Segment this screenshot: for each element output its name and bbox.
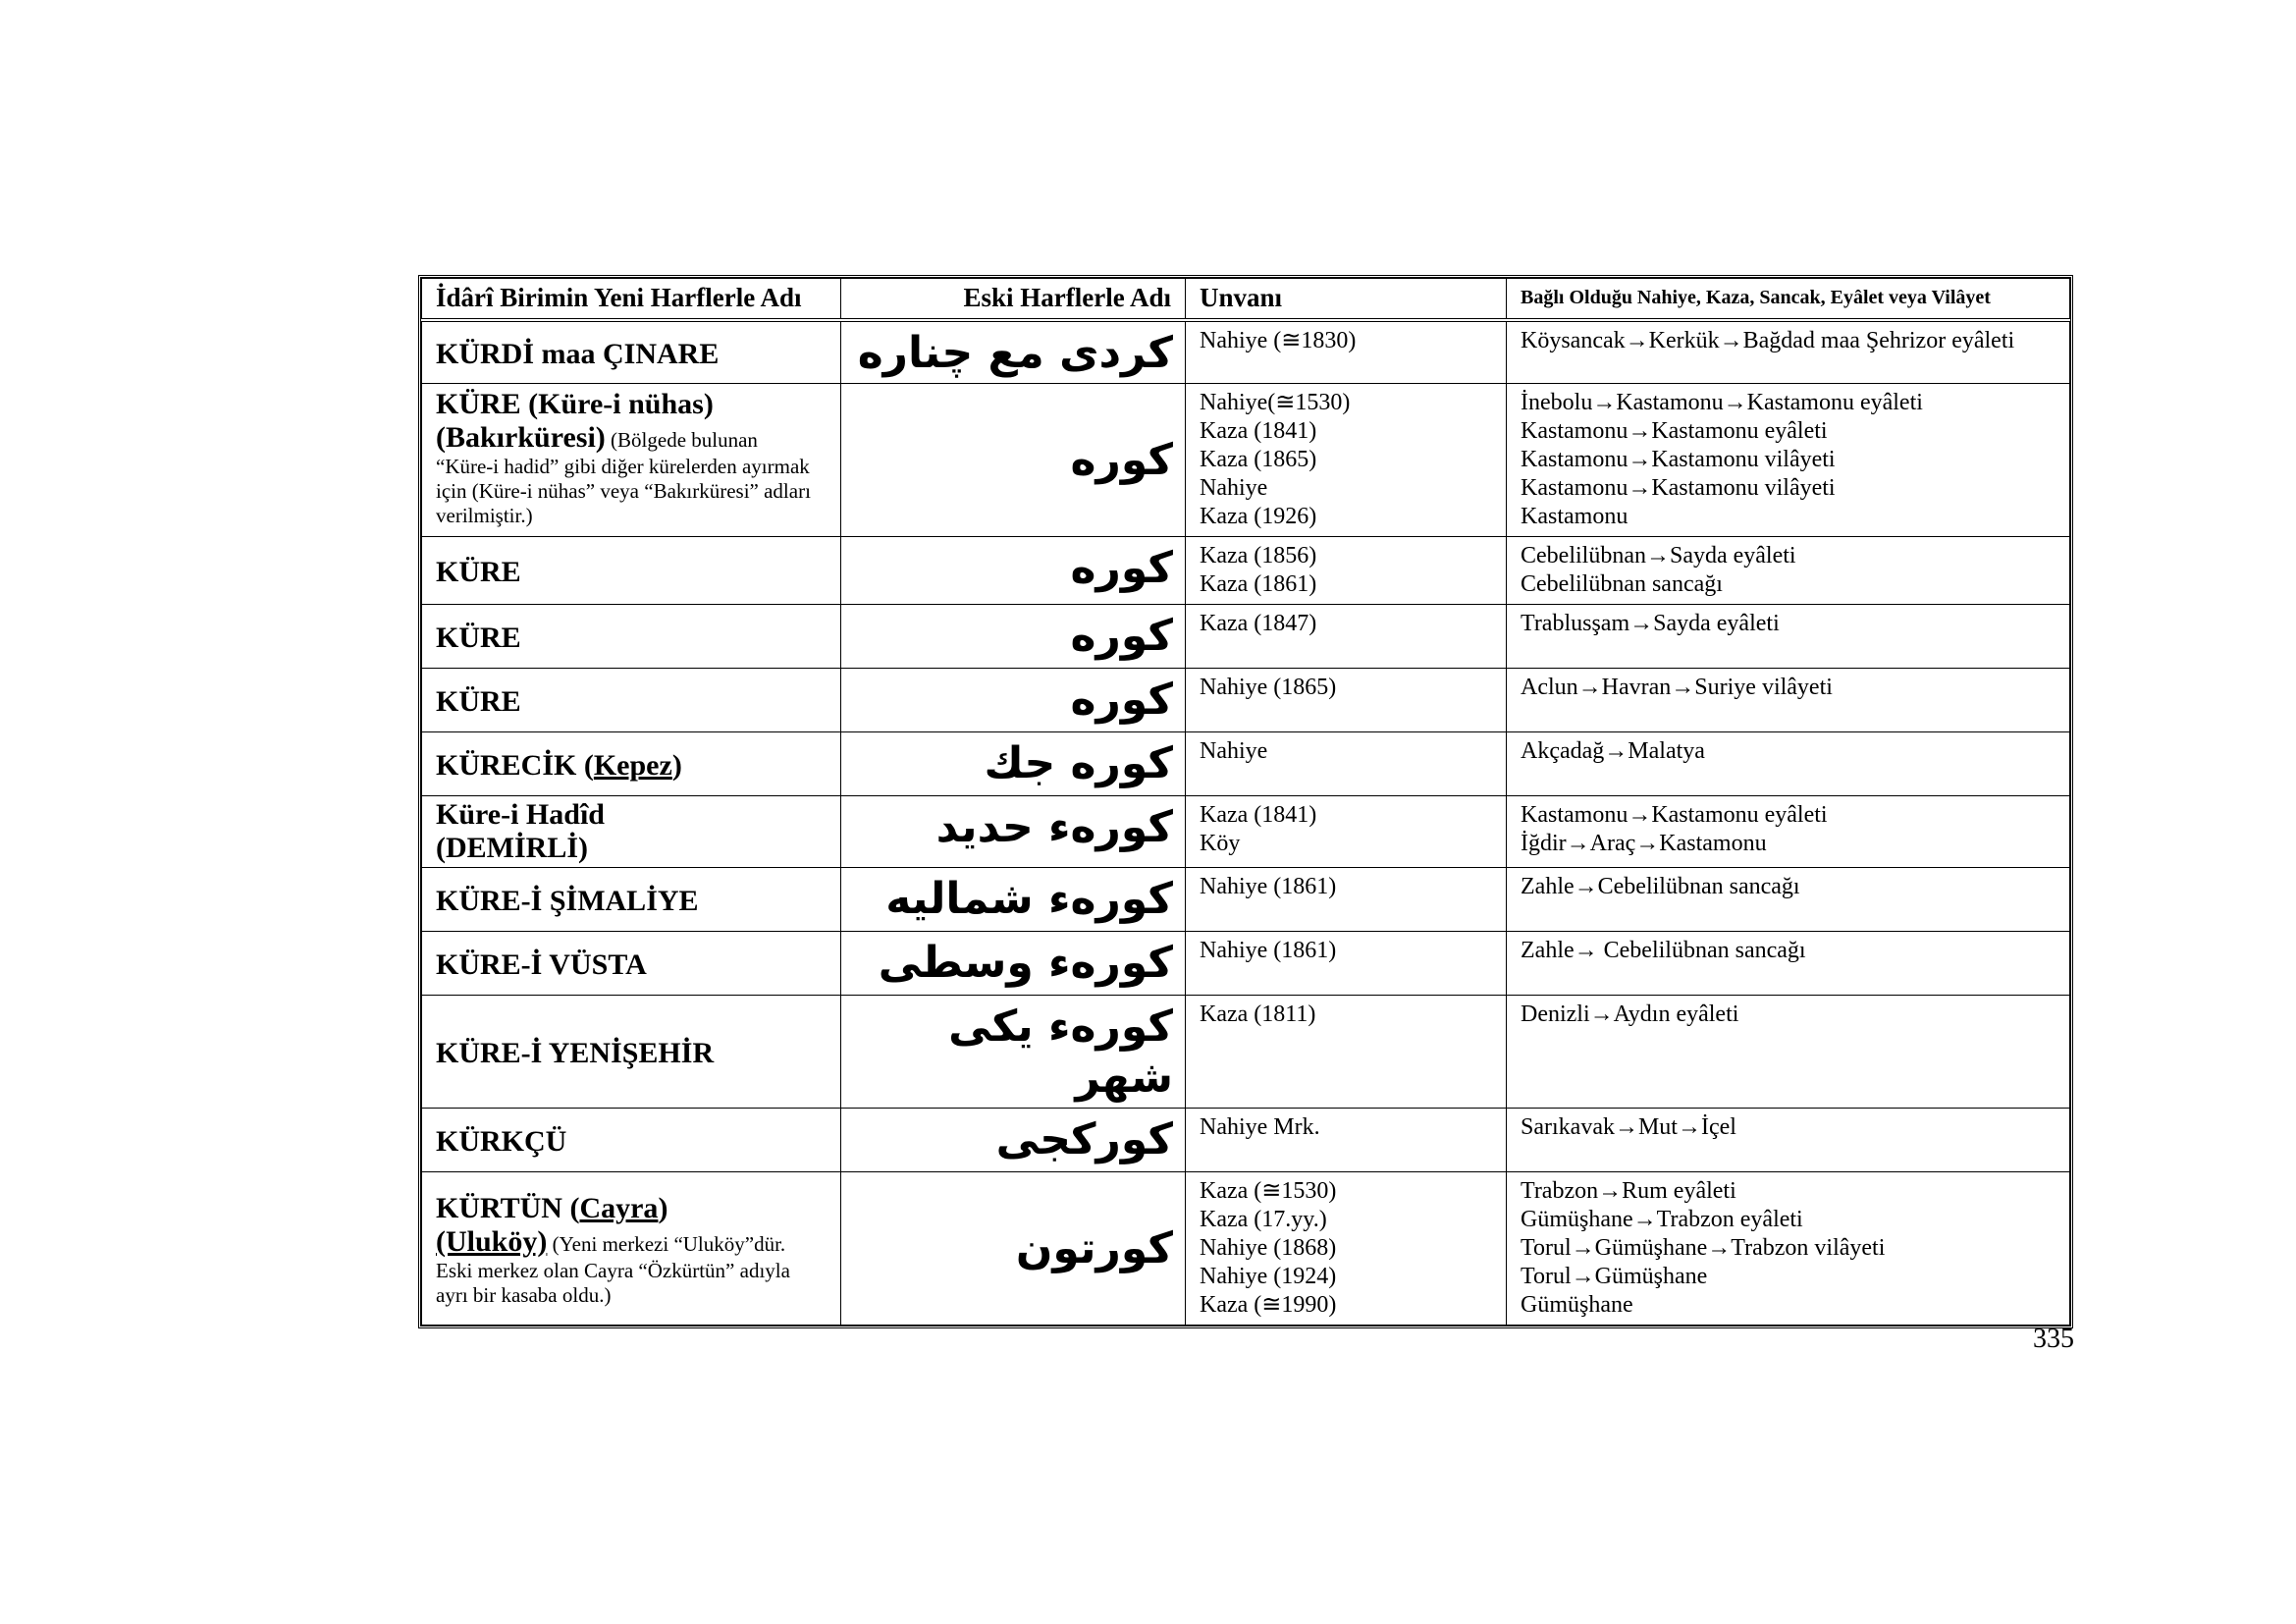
unit-name: KÜRE	[422, 604, 841, 668]
unit-parent	[1507, 867, 2070, 931]
table-row	[422, 668, 2070, 731]
unit-name-post: )	[658, 1192, 668, 1224]
title-line: Nahiye(≅1530)	[1200, 389, 1351, 415]
unit-parent	[1507, 383, 2070, 536]
table-row	[422, 604, 2070, 668]
title-line: Kaza (1841)	[1200, 801, 1317, 828]
unit-title	[1186, 795, 1507, 867]
unit-name-pre: KÜRTÜN (	[436, 1192, 580, 1224]
parent-line: Trabzon→Rum eyâleti	[1521, 1177, 1736, 1204]
unit-name-line1: KÜRE (Küre-i nühas)	[436, 387, 714, 420]
unit-title	[1186, 536, 1507, 604]
unit-name-line2: (Bakırküresi)	[436, 420, 606, 454]
unit-arabic-name: كوره	[841, 383, 1186, 536]
table-row	[422, 931, 2070, 995]
unit-arabic-name: كوره	[841, 536, 1186, 604]
unit-arabic-name: كوره	[841, 604, 1186, 668]
table-row	[422, 867, 2070, 931]
unit-name-line2: (DEMİRLİ)	[436, 831, 588, 864]
parent-line: Zahle→Cebelilübnan sancağı	[1521, 873, 1800, 899]
unit-title	[1186, 995, 1507, 1108]
title-line: Nahiye	[1200, 474, 1268, 501]
parent-line: Kastamonu→Kastamonu eyâleti	[1521, 801, 1828, 828]
unit-note: “Küre-i hadid” gibi diğer kürelerden ayırmak için (Küre-i nühas” veya “Bakırküresi” adları verilmiştir.)	[436, 454, 811, 527]
unit-name-pre: KÜRECİK (	[436, 748, 594, 782]
title-line: Kaza (1841)	[1200, 417, 1317, 444]
title-line: Nahiye (1924)	[1200, 1263, 1337, 1289]
unit-name: KÜRE-İ YENİŞEHİR	[422, 995, 841, 1108]
unit-arabic-name: كورهء شماليه	[841, 867, 1186, 931]
table-row	[422, 795, 2070, 867]
title-line: Kaza (≅1530)	[1200, 1177, 1337, 1204]
table-row	[422, 1108, 2070, 1171]
title-line: Kaza (1865)	[1200, 446, 1317, 472]
unit-arabic-name: كوره	[841, 668, 1186, 731]
unit-parent	[1507, 668, 2070, 731]
title-line: Nahiye (1861)	[1200, 937, 1337, 963]
unit-parent	[1507, 795, 2070, 867]
title-line: Kaza (17.yy.)	[1200, 1206, 1327, 1232]
parent-line: Sarıkavak→Mut→İçel	[1521, 1113, 1736, 1140]
unit-name: KÜRKÇÜ	[422, 1108, 841, 1171]
table-row	[422, 536, 2070, 604]
title-line: Nahiye	[1200, 737, 1268, 764]
unit-note-inline: (Bölgede bulunan	[605, 427, 758, 452]
unit-parent	[1507, 995, 2070, 1108]
header-parent: Bağlı Olduğu Nahiye, Kaza, Sancak, Eyâlet veya Vilâyet	[1507, 279, 2070, 320]
unit-parent	[1507, 1108, 2070, 1171]
unit-parent	[1507, 931, 2070, 995]
admin-units-table	[421, 278, 2070, 1326]
table-header-row	[422, 279, 2070, 320]
title-line: Nahiye Mrk.	[1200, 1113, 1320, 1140]
table-row	[422, 320, 2070, 384]
parent-line: İğdir→Araç→Kastamonu	[1521, 830, 1767, 856]
parent-line: Denizli→Aydın eyâleti	[1521, 1001, 1739, 1027]
unit-name-post: )	[671, 748, 682, 782]
title-line: Kaza (1861)	[1200, 570, 1317, 597]
parent-line: Torul→Gümüşhane	[1521, 1263, 1708, 1289]
header-new-name: İdârî Birimin Yeni Harflerle Adı	[422, 279, 841, 320]
table-row	[422, 1171, 2070, 1325]
unit-arabic-name: كورهء وسطى	[841, 931, 1186, 995]
unit-name	[422, 383, 841, 536]
unit-name-line1: Küre-i Hadîd	[436, 797, 605, 831]
page-number: 335	[2033, 1324, 2074, 1354]
title-line: Nahiye (1861)	[1200, 873, 1337, 899]
unit-note-inline: (Yeni merkezi “Uluköy”dür.	[547, 1232, 786, 1256]
unit-arabic-name: كورهء حديد	[841, 795, 1186, 867]
title-line: Kaza (1856)	[1200, 542, 1317, 568]
unit-title	[1186, 604, 1507, 668]
unit-parent	[1507, 320, 2070, 384]
unit-name: KÜRE-İ ŞİMALİYE	[422, 867, 841, 931]
unit-title	[1186, 1108, 1507, 1171]
parent-line: Köysancak→Kerkük→Bağdad maa Şehrizor eyâleti	[1521, 327, 2015, 353]
unit-parent	[1507, 1171, 2070, 1325]
unit-name-link-2[interactable]: (Uluköy)	[436, 1225, 548, 1258]
header-old-name: Eski Harflerle Adı	[841, 279, 1186, 320]
unit-name	[422, 795, 841, 867]
parent-line: Gümüşhane→Trabzon eyâleti	[1521, 1206, 1803, 1232]
parent-line: İnebolu→Kastamonu→Kastamonu eyâleti	[1521, 389, 1923, 415]
unit-title	[1186, 320, 1507, 384]
unit-parent	[1507, 604, 2070, 668]
parent-line: Cebelilübnan→Sayda eyâleti	[1521, 542, 1796, 568]
table-row	[422, 731, 2070, 795]
parent-line: Gümüşhane	[1521, 1291, 1633, 1318]
title-line: Nahiye (≅1830)	[1200, 327, 1357, 353]
unit-name-link[interactable]: Kepez	[593, 748, 672, 782]
title-line: Kaza (1811)	[1200, 1001, 1316, 1027]
unit-parent	[1507, 731, 2070, 795]
unit-arabic-name: كردى مع چناره	[841, 320, 1186, 384]
title-line: Köy	[1200, 830, 1241, 856]
unit-name	[422, 1171, 841, 1325]
unit-name: KÜRE-İ VÜSTA	[422, 931, 841, 995]
parent-line: Kastamonu→Kastamonu eyâleti	[1521, 417, 1828, 444]
admin-units-table-frame	[418, 275, 2073, 1328]
unit-name-link[interactable]: Cayra	[579, 1192, 659, 1224]
unit-title	[1186, 383, 1507, 536]
unit-arabic-name: كوره جك	[841, 731, 1186, 795]
unit-title	[1186, 867, 1507, 931]
unit-arabic-name: كوركجى	[841, 1108, 1186, 1171]
unit-name: KÜRE	[422, 668, 841, 731]
unit-title	[1186, 931, 1507, 995]
unit-arabic-name: كورتون	[841, 1171, 1186, 1325]
table-row	[422, 383, 2070, 536]
unit-name: KÜRDİ maa ÇINARE	[422, 320, 841, 384]
header-title: Unvanı	[1186, 279, 1507, 320]
parent-line: Kastamonu	[1521, 503, 1629, 529]
unit-name	[422, 731, 841, 795]
title-line: Nahiye (1865)	[1200, 674, 1337, 700]
parent-line: Zahle→ Cebelilübnan sancağı	[1521, 937, 1806, 963]
parent-line: Trablusşam→Sayda eyâleti	[1521, 610, 1780, 636]
unit-title	[1186, 731, 1507, 795]
unit-parent	[1507, 536, 2070, 604]
title-line: Kaza (1847)	[1200, 610, 1317, 636]
parent-line: Cebelilübnan sancağı	[1521, 570, 1723, 597]
parent-line: Torul→Gümüşhane→Trabzon vilâyeti	[1521, 1234, 1886, 1261]
unit-arabic-name: كورهء يكى شهر	[841, 995, 1186, 1108]
unit-title	[1186, 1171, 1507, 1325]
title-line: Kaza (1926)	[1200, 503, 1317, 529]
title-line: Kaza (≅1990)	[1200, 1291, 1337, 1318]
parent-line: Kastamonu→Kastamonu vilâyeti	[1521, 446, 1836, 472]
unit-name: KÜRE	[422, 536, 841, 604]
parent-line: Aclun→Havran→Suriye vilâyeti	[1521, 674, 1833, 700]
parent-line: Akçadağ→Malatya	[1521, 737, 1705, 764]
title-line: Nahiye (1868)	[1200, 1234, 1337, 1261]
unit-title	[1186, 668, 1507, 731]
table-row	[422, 995, 2070, 1108]
unit-note: Eski merkez olan Cayra “Özkürtün” adıyla ayrı bir kasaba oldu.)	[436, 1259, 790, 1307]
parent-line: Kastamonu→Kastamonu vilâyeti	[1521, 474, 1836, 501]
